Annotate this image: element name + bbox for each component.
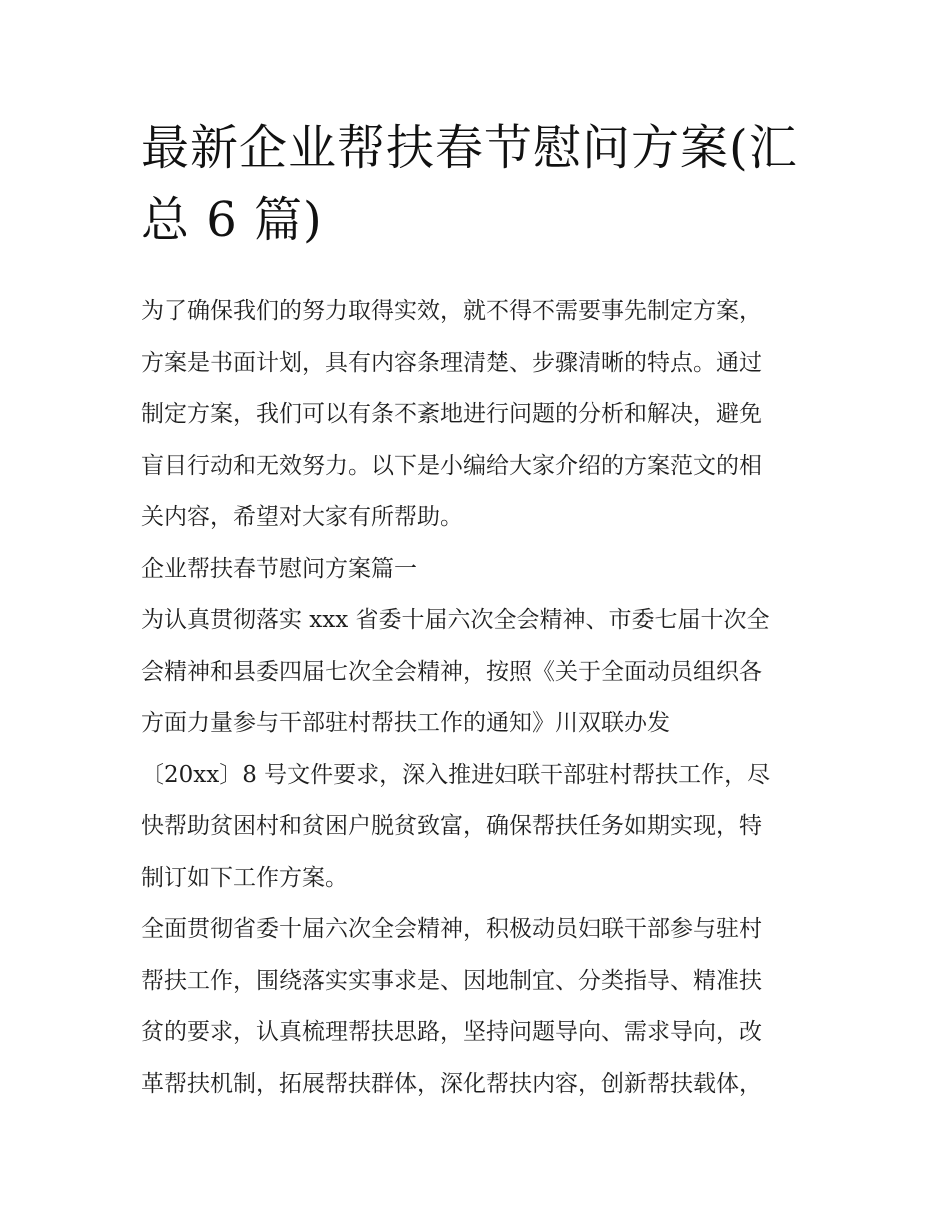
body-paragraph (141, 904, 813, 1110)
document-body (141, 286, 813, 1110)
section-heading-line: 企业帮扶春节慰问方案篇一 (141, 555, 417, 582)
text-line: 会精神和县委四届七次全会精神，按照《关于全面动员组织各 (141, 658, 762, 685)
text-line: 制订如下工作方案。 (141, 864, 348, 891)
title-line: 最新企业帮扶春节慰问方案(汇 (141, 120, 798, 176)
text-line: 为认真贯彻落实 xxx 省委十届六次全会精神、市委七届十次全 (141, 607, 770, 633)
text-line: 方案是书面计划，具有内容条理清楚、步骤清晰的特点。通过 (141, 349, 762, 376)
text-line: 帮扶工作，围绕落实实事求是、因地制宜、分类指导、精准扶 (141, 967, 762, 994)
text-line: 全面贯彻省委十届六次全会精神，积极动员妇联干部参与驻村 (141, 916, 762, 942)
document-content (141, 112, 813, 1110)
text-line: 方面力量参与干部驻村帮扶工作的通知》川双联办发 (141, 710, 670, 736)
text-line: 盲目行动和无效努力。以下是小编给大家介绍的方案范文的相 (141, 452, 762, 479)
text-line: 制定方案，我们可以有条不紊地进行问题的分析和解决，避免 (141, 401, 762, 427)
text-line: 关内容，希望对大家有所帮助。 (141, 504, 463, 530)
text-line: 为了确保我们的努力取得实效，就不得不需要事先制定方案， (141, 298, 762, 324)
text-line: 贫的要求，认真梳理帮扶思路，坚持问题导向、需求导向，改 (141, 1019, 762, 1045)
text-line: 革帮扶机制，拓展帮扶群体，深化帮扶内容，创新帮扶载体， (141, 1070, 762, 1097)
document-title (141, 112, 813, 256)
text-line: 〔20xx〕8 号文件要求，深入推进妇联干部驻村帮扶工作，尽 (141, 761, 771, 788)
body-paragraph (141, 595, 813, 904)
intro-paragraph (141, 286, 813, 544)
title-line: 总 6 篇) (141, 192, 323, 248)
section-heading (141, 544, 813, 596)
text-line: 快帮助贫困村和贫困户脱贫致富，确保帮扶任务如期实现，特 (141, 813, 762, 839)
